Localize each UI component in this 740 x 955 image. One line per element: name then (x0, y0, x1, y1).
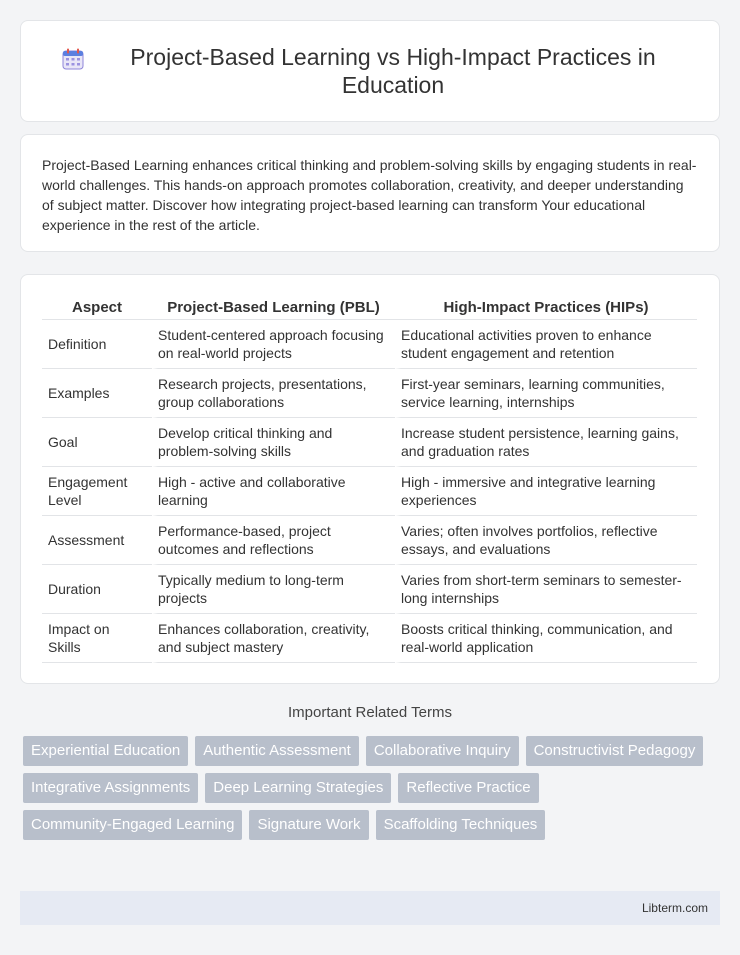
related-term-tag[interactable]: Signature Work (249, 810, 368, 840)
related-terms-list (23, 736, 723, 847)
table-row (42, 516, 697, 565)
related-term-tag[interactable]: Community-Engaged Learning (23, 810, 242, 840)
row-pbl: High - active and collaborative learning (152, 467, 395, 516)
related-term-tag[interactable]: Reflective Practice (398, 773, 538, 803)
row-aspect: Engagement Level (42, 467, 152, 516)
intro-card (20, 134, 720, 252)
related-term-tag[interactable]: Experiential Education (23, 736, 188, 766)
related-term-tag[interactable]: Authentic Assessment (195, 736, 359, 766)
row-aspect: Goal (42, 418, 152, 467)
row-aspect: Assessment (42, 516, 152, 565)
row-hips: Varies; often involves portfolios, reflective essays, and evaluations (395, 516, 697, 565)
row-aspect: Duration (42, 565, 152, 614)
row-aspect: Examples (42, 369, 152, 418)
row-pbl: Typically medium to long-term projects (152, 565, 395, 614)
intro-text: Project-Based Learning enhances critical thinking and problem-solving skills by engaging students in real-world challenges. This hands-on approach promotes collaboration, creativity, and deeper understanding of subject matter. Discover how integrating project-based learning can transform Your educational experience in the rest of the article. (42, 157, 697, 233)
header-hips: High-Impact Practices (HIPs) (395, 293, 697, 320)
row-pbl: Enhances collaboration, creativity, and subject mastery (152, 614, 395, 663)
row-aspect: Impact on Skills (42, 614, 152, 663)
table-row (42, 614, 697, 663)
table-row (42, 467, 697, 516)
comparison-table-card (20, 274, 720, 684)
table-row (42, 418, 697, 467)
row-pbl: Student-centered approach focusing on real-world projects (152, 320, 395, 369)
related-terms-title: Important Related Terms (288, 704, 452, 721)
row-pbl: Performance-based, project outcomes and reflections (152, 516, 395, 565)
row-pbl: Research projects, presentations, group collaborations (152, 369, 395, 418)
table-header-row (42, 293, 697, 320)
related-term-tag[interactable]: Scaffolding Techniques (376, 810, 546, 840)
related-term-tag[interactable]: Collaborative Inquiry (366, 736, 519, 766)
row-hips: First-year seminars, learning communities, service learning, internships (395, 369, 697, 418)
row-pbl: Develop critical thinking and problem-solving skills (152, 418, 395, 467)
header-card (20, 20, 720, 122)
page-title: Project-Based Learning vs High-Impact Practices in Education (130, 44, 656, 98)
comparison-table (42, 293, 697, 663)
header-pbl: Project-Based Learning (PBL) (152, 293, 395, 320)
table-row (42, 565, 697, 614)
table-row (42, 369, 697, 418)
table-row (42, 320, 697, 369)
header-aspect: Aspect (42, 293, 152, 320)
row-hips: Increase student persistence, learning gains, and graduation rates (395, 418, 697, 467)
row-aspect: Definition (42, 320, 152, 369)
calendar-icon (61, 47, 85, 71)
related-term-tag[interactable]: Deep Learning Strategies (205, 773, 391, 803)
footer (20, 891, 720, 925)
row-hips: Boosts critical thinking, communication, and real-world application (395, 614, 697, 663)
related-term-tag[interactable]: Integrative Assignments (23, 773, 198, 803)
row-hips: Educational activities proven to enhance student engagement and retention (395, 320, 697, 369)
row-hips: High - immersive and integrative learning experiences (395, 467, 697, 516)
footer-site-link[interactable]: Libterm.com (641, 901, 708, 915)
row-hips: Varies from short-term seminars to semester-long internships (395, 565, 697, 614)
related-term-tag[interactable]: Constructivist Pedagogy (526, 736, 704, 766)
